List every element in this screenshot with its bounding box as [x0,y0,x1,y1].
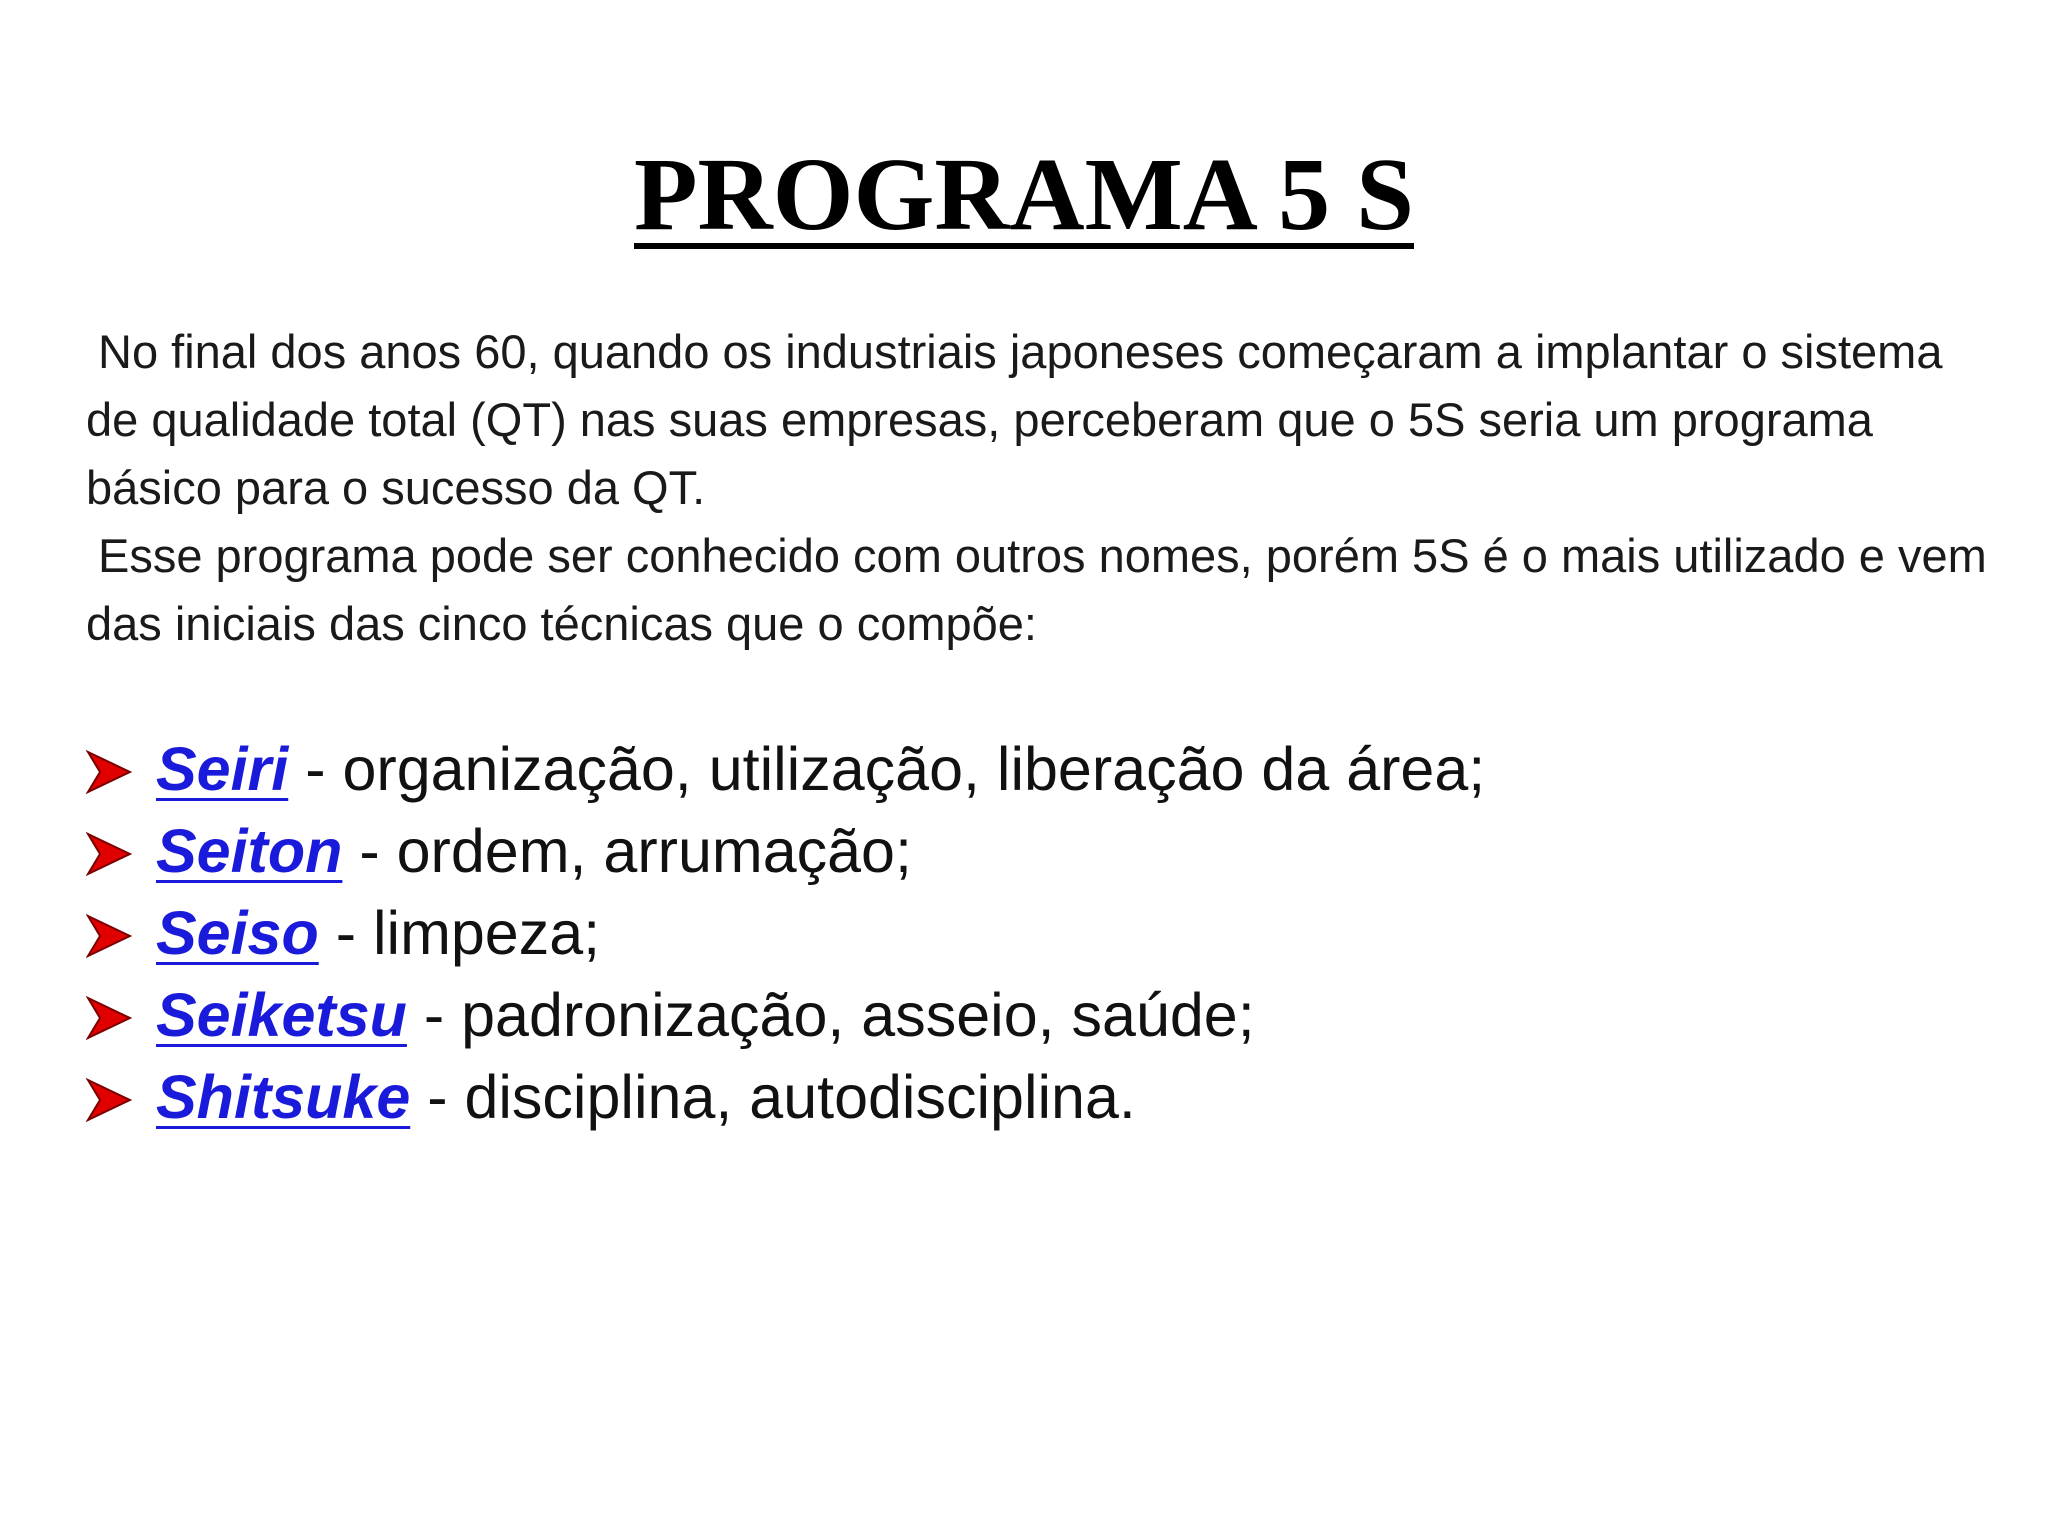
list-item [86,974,1986,1056]
technique-term-link[interactable]: Seiketsu [156,981,407,1049]
list-item [86,810,1986,892]
list-item [86,728,1986,810]
technique-list [86,728,1986,1138]
slide-title [0,135,2048,255]
list-item [86,892,1986,974]
slide-title-text: PROGRAMA 5 S [634,137,1414,252]
technique-description: - limpeza; [318,899,601,967]
intro-paragraph-2: Esse programa pode ser conhecido com outros nomes, porém 5S é o mais utilizado e vem das iniciais das cinco técnicas que o compõe: [86,529,1987,650]
red-arrowhead-icon [86,732,156,814]
technique-term-link[interactable]: Seiri [156,735,289,803]
technique-term-link[interactable]: Seiso [156,899,319,967]
technique-term-link[interactable]: Shitsuke [156,1063,411,1131]
red-arrowhead-icon [86,814,156,896]
technique-description: - organização, utilização, liberação da área; [288,735,1486,803]
red-arrowhead-icon [86,978,156,1060]
technique-description: - padronização, asseio, saúde; [406,981,1255,1049]
intro-text [86,318,2006,658]
red-arrowhead-icon [86,896,156,978]
intro-paragraph-1: No final dos anos 60, quando os industriais japoneses começaram a implantar o sistema de qualidade total (QT) nas suas empresas, perceberam que o 5S seria um programa básico para o sucesso da QT. [86,325,1943,514]
red-arrowhead-icon [86,1060,156,1142]
technique-term-link[interactable]: Seiton [156,817,343,885]
technique-description: - disciplina, autodisciplina. [410,1063,1136,1131]
list-item [86,1056,1986,1138]
technique-description: - ordem, arrumação; [342,817,912,885]
